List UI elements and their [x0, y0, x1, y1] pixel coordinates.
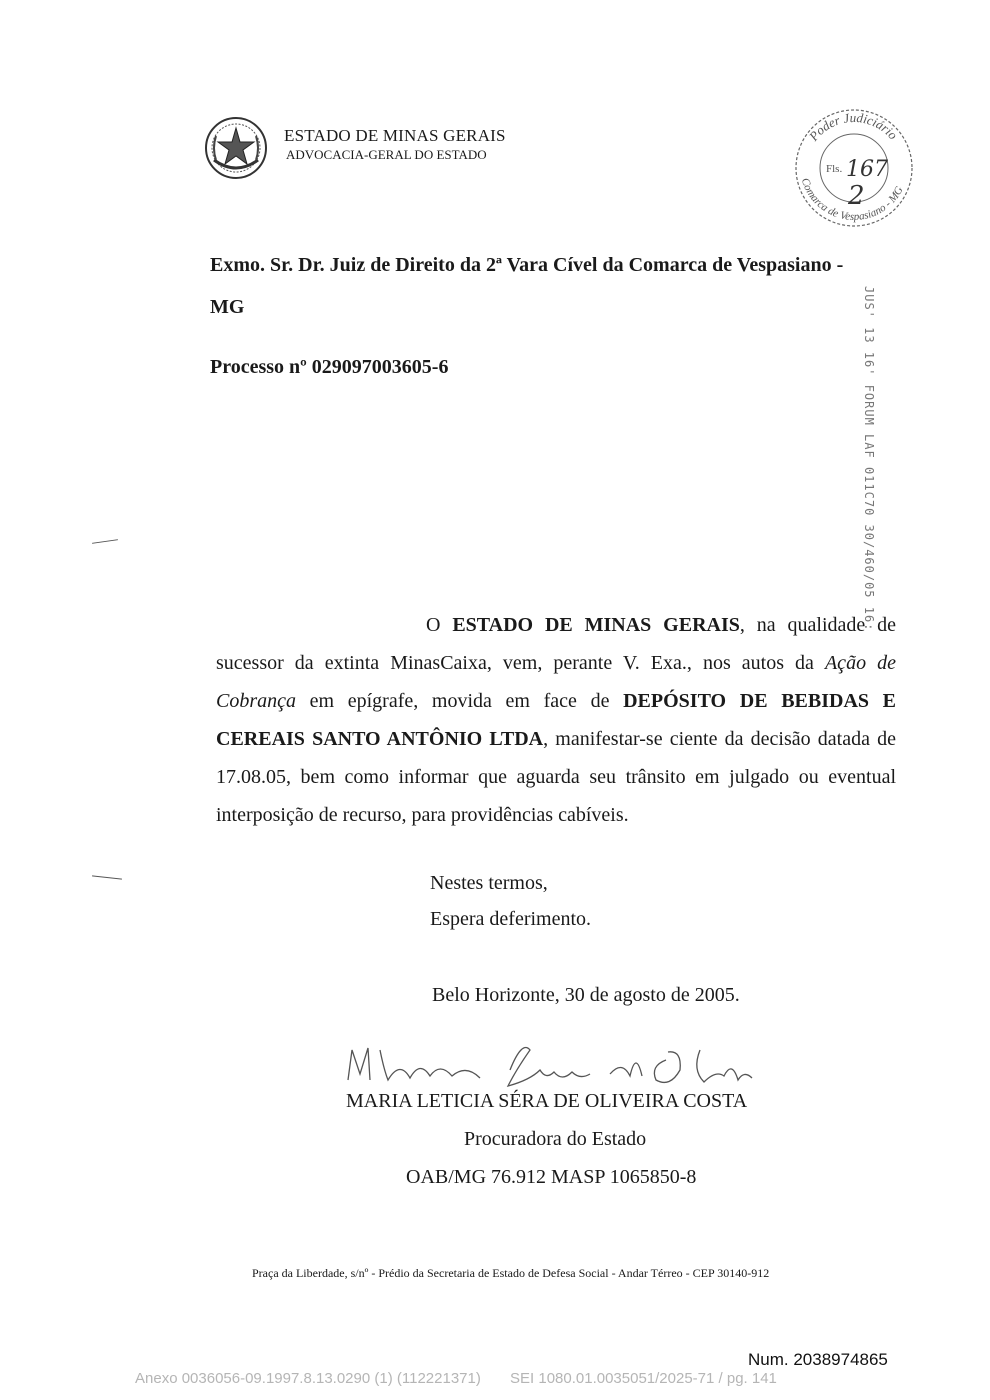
- process-number: Processo nº 029097003605-6: [210, 356, 449, 378]
- body-text-part: , manifestar-se ciente da decisão datada de 17.08.05, bem como informar que aguarda seu trânsito em julgado ou eventual interposição de recurso, para providências cabíveis.: [216, 728, 896, 826]
- stamp-handwritten-mark: 2: [848, 181, 865, 211]
- addressee-block: [210, 244, 900, 328]
- signature-handwritten-text: Mª Letícia Séra de O Costa: [340, 1030, 351, 1031]
- closing-line-1: Nestes termos,: [430, 872, 548, 894]
- body-paragraph: [216, 606, 896, 834]
- header-state-name: ESTADO DE MINAS GERAIS: [284, 126, 506, 145]
- state-coat-of-arms-seal: [204, 116, 268, 180]
- header-agency-name: ADVOCACIA-GERAL DO ESTADO: [286, 147, 487, 162]
- footer-address: Praça da Liberdade, s/nº - Prédio da Secretaria de Estado de Defesa Social - Andar Térreo - CEP 30140-912: [252, 1266, 770, 1280]
- signatory-name: MARIA LETICIA SÉRA DE OLIVEIRA COSTA: [346, 1090, 748, 1112]
- annex-reference: Anexo 0036056-09.1997.8.13.0290 (1) (112221371) SEI 1080.01.0035051/2025-71 / pg. 141: [135, 1370, 777, 1387]
- body-party-state: ESTADO DE MINAS GERAIS: [452, 614, 740, 636]
- scan-mark-left-top: [92, 539, 118, 544]
- stamp-top-text: Poder Judiciário: [805, 109, 901, 144]
- signatory-registration: OAB/MG 76.912 MASP 1065850-8: [406, 1166, 697, 1188]
- protocol-vertical-stamp: JUS' 13 16' FORUM LAF 011C70 30/460/05 16:: [862, 286, 876, 632]
- svg-text:Poder Judiciário: [805, 110, 901, 144]
- body-action-name: Ação de Cobrança: [216, 652, 896, 712]
- closing-line-2: Espera deferimento.: [430, 908, 592, 930]
- addressee-line-1: Exmo. Sr. Dr. Juiz de Direito da 2ª Vara Cível da Comarca de Vespasiano -: [210, 254, 844, 276]
- stamp-bottom-text: Comarca de Vespasiano - MG: [798, 176, 906, 224]
- scan-mark-left-bottom: [92, 875, 122, 879]
- place-and-date: Belo Horizonte, 30 de agosto de 2005.: [432, 984, 740, 1006]
- stamp-page-number: 167: [846, 157, 888, 182]
- signatory-role: Procuradora do Estado: [464, 1128, 647, 1150]
- document-number: Num. 2038974865: [748, 1350, 888, 1369]
- body-defendant-name: DEPÓSITO DE BEBIDAS E CEREAIS SANTO ANTÔNIO LTDA: [216, 690, 896, 750]
- body-text-part: O: [426, 614, 453, 636]
- petition-body: [216, 606, 896, 834]
- court-page-stamp: [784, 104, 924, 228]
- addressee-line-2: MG: [210, 296, 245, 318]
- handwritten-signature: [340, 1030, 780, 1094]
- body-text-part: , na qualidade de sucessor da extinta MinasCaixa, vem, perante V. Exa., nos autos da: [216, 614, 897, 674]
- body-text-part: em epígrafe, movida em face de: [296, 690, 624, 712]
- stamp-fls-label: Fls.: [826, 163, 843, 175]
